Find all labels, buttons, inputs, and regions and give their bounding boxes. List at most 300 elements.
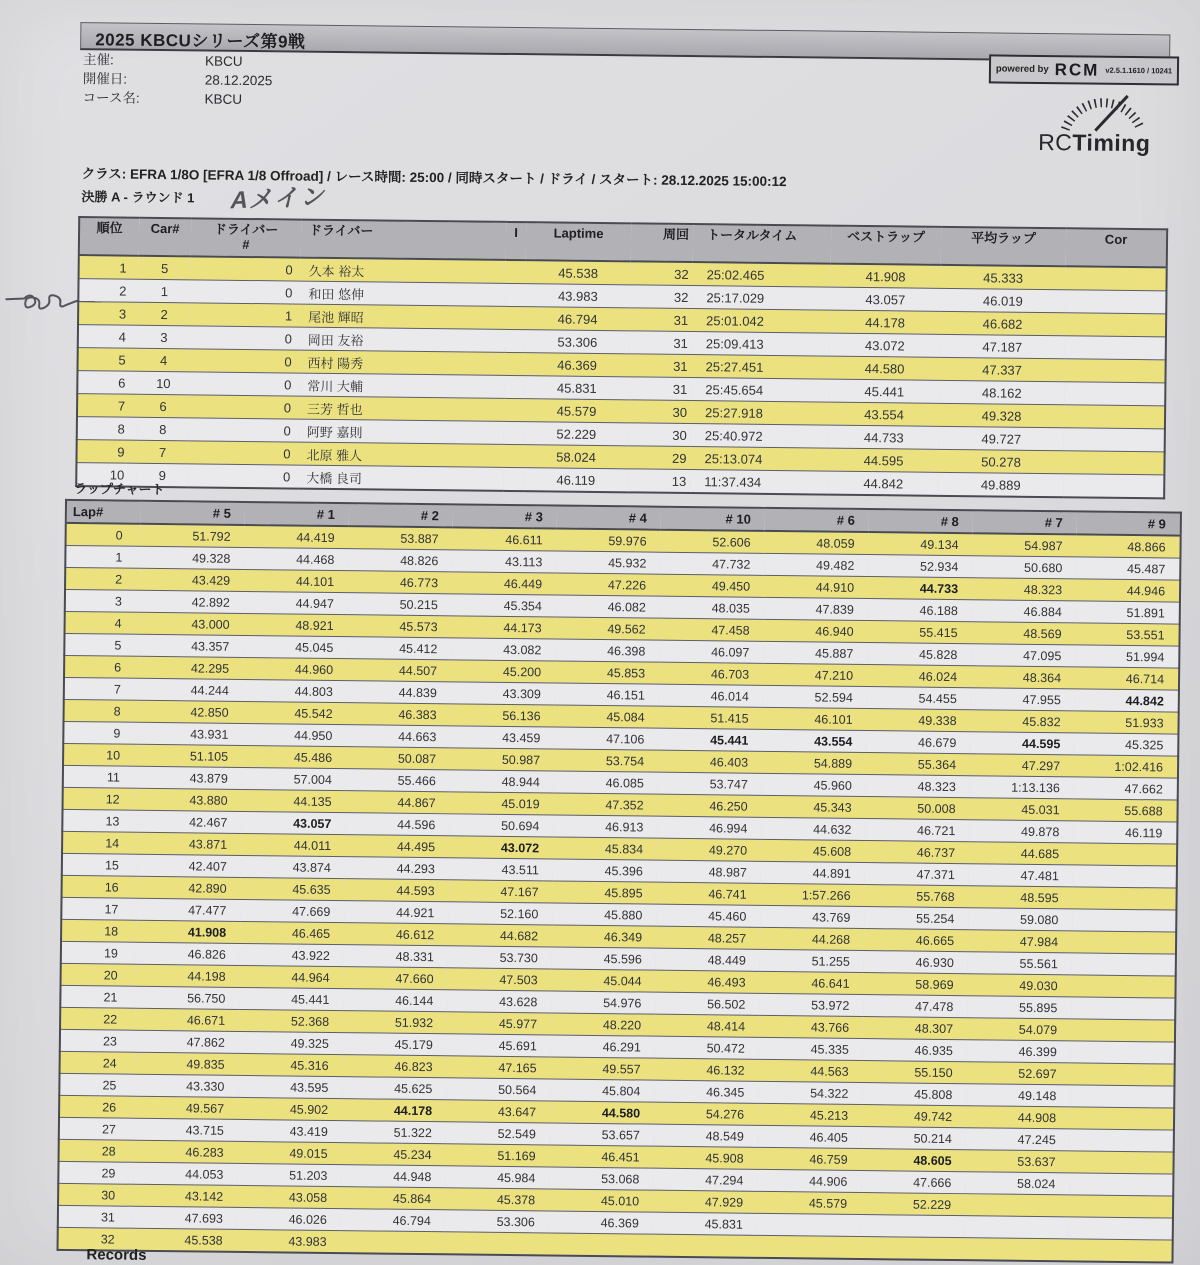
result-cell-drv: 0 bbox=[188, 441, 298, 465]
lap-number-cell: 27 bbox=[59, 1117, 134, 1140]
lap-time-cell: 52.606 bbox=[660, 530, 764, 554]
lap-time-cell: 47.458 bbox=[659, 618, 763, 641]
lap-time-cell: 1:13.136 bbox=[970, 776, 1074, 799]
results-column-header: 順位 bbox=[79, 217, 139, 256]
lap-time-cell: 43.309 bbox=[451, 682, 555, 705]
lap-time-cell: 53.068 bbox=[549, 1167, 653, 1190]
lap-time-cell: 43.554 bbox=[762, 729, 866, 752]
result-cell-total: 25:40.972 bbox=[691, 424, 829, 449]
result-cell-name: 常川 大輔 bbox=[299, 373, 504, 398]
lap-time-cell: 44.178 bbox=[342, 1099, 446, 1122]
lap-time-cell: 44.293 bbox=[345, 857, 449, 880]
lap-time-cell bbox=[1070, 1107, 1174, 1130]
result-cell-rank: 3 bbox=[78, 302, 138, 326]
lap-time-cell: 43.931 bbox=[138, 722, 242, 745]
result-cell-cor bbox=[1065, 266, 1166, 291]
lap-time-cell: 50.680 bbox=[972, 556, 1076, 579]
lap-number-cell: 14 bbox=[62, 831, 137, 854]
meta-label: 主催: bbox=[82, 52, 114, 68]
lap-number-cell: 2 bbox=[65, 567, 140, 590]
result-cell-name: 岡田 友裕 bbox=[300, 327, 505, 352]
lapchart-car-header: # 8 bbox=[869, 509, 973, 533]
lap-time-cell: 44.507 bbox=[347, 659, 451, 682]
result-cell-i bbox=[504, 375, 524, 398]
result-cell-name: 三芳 哲也 bbox=[299, 396, 504, 421]
lapchart-car-header: # 6 bbox=[765, 508, 869, 532]
lap-time-cell: 46.913 bbox=[553, 815, 657, 838]
lap-time-cell: 46.451 bbox=[549, 1145, 653, 1168]
result-cell-total: 25:27.451 bbox=[691, 355, 829, 380]
lap-number-cell: 15 bbox=[62, 853, 137, 876]
result-cell-total: 25:13.074 bbox=[690, 447, 828, 472]
lap-time-cell: 45.019 bbox=[449, 792, 553, 815]
lap-time-cell: 43.142 bbox=[133, 1184, 237, 1207]
lap-time-cell bbox=[1073, 865, 1177, 888]
lap-time-cell: 43.871 bbox=[137, 832, 241, 855]
lap-time-cell: 47.297 bbox=[970, 754, 1074, 777]
lap-time-cell: 42.890 bbox=[137, 876, 241, 899]
lap-time-cell: 50.694 bbox=[449, 814, 553, 837]
lap-time-cell: 1:02.416 bbox=[1074, 755, 1178, 778]
lap-time-cell: 48.595 bbox=[968, 886, 1072, 909]
lap-time-cell: 50.008 bbox=[865, 797, 969, 820]
lap-number-cell: 17 bbox=[61, 897, 136, 920]
lapchart-car-header: # 7 bbox=[973, 510, 1077, 534]
lap-time-cell: 45.084 bbox=[554, 705, 658, 728]
results-column-header: Laptime bbox=[526, 222, 631, 261]
result-cell-cor bbox=[1065, 290, 1166, 314]
result-cell-total: 11:37.434 bbox=[690, 470, 828, 495]
lap-time-cell: 51.415 bbox=[658, 706, 762, 729]
gauge-icon bbox=[1047, 89, 1157, 132]
lap-time-cell: 52.368 bbox=[239, 1009, 343, 1032]
result-cell-laps: 31 bbox=[629, 354, 691, 378]
lap-time-cell: 42.467 bbox=[137, 810, 241, 833]
lap-time-cell: 48.331 bbox=[344, 945, 448, 968]
lap-time-cell: 46.994 bbox=[657, 816, 761, 839]
lap-time-cell: 49.482 bbox=[764, 553, 868, 576]
lap-time-cell: 46.465 bbox=[240, 921, 344, 944]
rcm-version: v2.5.1.1610 / 10241 bbox=[1105, 65, 1173, 76]
lap-time-cell: 43.113 bbox=[452, 550, 556, 573]
lap-time-cell: 45.542 bbox=[243, 701, 347, 724]
result-cell-name: 大橋 良司 bbox=[298, 465, 503, 491]
result-cell-i bbox=[503, 444, 523, 467]
lap-time-cell: 44.101 bbox=[244, 569, 348, 592]
lap-time-cell: 52.697 bbox=[966, 1062, 1070, 1085]
result-cell-total: 25:02.465 bbox=[693, 262, 831, 287]
lap-time-cell: 47.095 bbox=[971, 644, 1075, 667]
meta-label: 開催日: bbox=[82, 71, 128, 87]
lap-number-cell: 18 bbox=[61, 919, 136, 942]
result-cell-lt: 45.831 bbox=[524, 376, 629, 400]
lap-time-cell: 43.072 bbox=[449, 836, 553, 859]
result-cell-car: 1 bbox=[138, 279, 190, 303]
lap-time-cell: 45.832 bbox=[970, 710, 1074, 733]
meta-row-course bbox=[82, 88, 272, 109]
lap-time-cell: 43.429 bbox=[140, 568, 244, 591]
lap-time-cell: 46.403 bbox=[658, 750, 762, 773]
logo-rc: RC bbox=[1038, 128, 1073, 156]
lap-time-cell: 45.538 bbox=[133, 1228, 237, 1252]
result-cell-laps: 31 bbox=[629, 377, 691, 401]
lap-time-cell: 50.564 bbox=[446, 1078, 550, 1101]
result-cell-i bbox=[506, 260, 526, 284]
result-cell-rank: 5 bbox=[78, 348, 138, 372]
lap-time-cell: 54.322 bbox=[758, 1081, 862, 1104]
lap-time-cell: 44.173 bbox=[451, 616, 555, 639]
result-cell-total: 25:27.918 bbox=[691, 401, 829, 426]
result-cell-best: 44.595 bbox=[828, 448, 938, 472]
lapchart-car-header: # 1 bbox=[245, 502, 349, 526]
lap-time-cell: 59.976 bbox=[556, 529, 660, 553]
result-cell-drv: 0 bbox=[189, 349, 299, 373]
lap-time-cell: 48.605 bbox=[861, 1149, 965, 1172]
lap-time-cell: 45.573 bbox=[348, 615, 452, 638]
lap-time-cell: 49.030 bbox=[967, 974, 1071, 997]
records-heading: Records bbox=[86, 1246, 147, 1264]
lap-time-cell: 47.732 bbox=[660, 552, 764, 575]
result-cell-best: 44.580 bbox=[829, 356, 939, 380]
lap-time-cell: 44.948 bbox=[341, 1165, 445, 1188]
lap-time-cell: 46.611 bbox=[452, 527, 556, 551]
meta-row-date bbox=[83, 69, 273, 90]
lap-time-cell: 48.323 bbox=[866, 775, 970, 798]
lap-time-cell: 42.850 bbox=[139, 700, 243, 723]
lap-time-cell bbox=[1069, 1151, 1173, 1174]
lap-time-cell: 51.169 bbox=[446, 1144, 550, 1167]
lap-time-cell: 45.325 bbox=[1074, 733, 1178, 756]
result-cell-best: 41.908 bbox=[830, 264, 940, 289]
lap-time-cell: 43.459 bbox=[450, 726, 554, 749]
result-cell-laps: 32 bbox=[631, 261, 693, 285]
results-column-header: ベストラップ bbox=[831, 226, 941, 265]
lap-time-cell: 52.229 bbox=[861, 1193, 965, 1216]
lap-number-cell: 21 bbox=[60, 985, 135, 1008]
lap-time-cell: 51.203 bbox=[237, 1163, 341, 1186]
lap-time-cell: 44.842 bbox=[1075, 689, 1179, 712]
lap-time-cell: 44.419 bbox=[245, 525, 349, 549]
lap-time-cell: 46.405 bbox=[758, 1125, 862, 1148]
lap-time-cell: 54.455 bbox=[867, 687, 971, 710]
results-column-header: 周回 bbox=[631, 223, 693, 262]
lapchart-body bbox=[58, 523, 1181, 1263]
lap-time-cell: 44.593 bbox=[345, 879, 449, 902]
result-cell-lt: 58.024 bbox=[523, 445, 628, 469]
lap-time-cell: 45.608 bbox=[761, 839, 865, 862]
result-cell-lt: 52.229 bbox=[524, 422, 629, 446]
lap-time-cell: 43.715 bbox=[134, 1118, 238, 1141]
lap-time-cell: 44.906 bbox=[757, 1169, 861, 1192]
lap-number-cell: 3 bbox=[65, 589, 140, 612]
lap-number-cell: 5 bbox=[64, 633, 139, 656]
lap-time-cell: 55.415 bbox=[867, 621, 971, 644]
lap-time-cell: 47.167 bbox=[449, 880, 553, 903]
lap-time-cell: 53.657 bbox=[550, 1123, 654, 1146]
lap-number-cell: 6 bbox=[64, 655, 139, 678]
lap-time-cell: 43.874 bbox=[241, 855, 345, 878]
lap-time-cell: 54.987 bbox=[972, 533, 1076, 557]
result-cell-avg: 49.328 bbox=[939, 403, 1064, 427]
lap-time-cell bbox=[965, 1216, 1069, 1239]
lap-time-cell: 45.010 bbox=[549, 1189, 653, 1212]
result-cell-rank: 7 bbox=[77, 394, 137, 418]
result-cell-avg: 48.162 bbox=[939, 380, 1064, 404]
lap-time-cell: 43.647 bbox=[446, 1100, 550, 1123]
result-cell-lt: 46.119 bbox=[523, 468, 628, 493]
lap-time-cell: 48.549 bbox=[654, 1124, 758, 1147]
lap-time-cell: 45.864 bbox=[341, 1187, 445, 1210]
lap-time-cell: 51.255 bbox=[760, 949, 864, 972]
lap-time-cell: 48.307 bbox=[863, 1017, 967, 1040]
lap-time-cell: 54.889 bbox=[762, 751, 866, 774]
lapchart-car-header: # 9 bbox=[1077, 511, 1181, 535]
lap-time-cell: 44.946 bbox=[1076, 579, 1180, 602]
lap-time-cell: 45.335 bbox=[759, 1037, 863, 1060]
result-cell-i bbox=[505, 329, 525, 352]
lap-time-cell: 48.220 bbox=[551, 1013, 655, 1036]
result-cell-cor bbox=[1064, 428, 1165, 452]
lap-time-cell: 49.015 bbox=[238, 1141, 342, 1164]
result-cell-best: 45.441 bbox=[829, 379, 939, 403]
lap-time-cell: 53.747 bbox=[658, 772, 762, 795]
lap-time-cell: 42.407 bbox=[137, 854, 241, 877]
lap-number-cell: 20 bbox=[61, 963, 136, 986]
lap-time-cell: 45.932 bbox=[556, 551, 660, 574]
lap-time-cell: 45.200 bbox=[451, 660, 555, 683]
results-table bbox=[75, 216, 1168, 499]
lap-time-cell: 46.349 bbox=[552, 925, 656, 948]
lap-time-cell bbox=[341, 1231, 445, 1255]
lap-time-cell: 47.669 bbox=[240, 899, 344, 922]
result-cell-drv: 0 bbox=[190, 280, 300, 304]
lap-time-cell: 45.828 bbox=[867, 643, 971, 666]
result-cell-drv: 1 bbox=[190, 303, 300, 327]
lapchart-car-header: # 2 bbox=[349, 503, 453, 527]
result-cell-laps: 29 bbox=[628, 446, 690, 470]
lap-time-cell: 45.625 bbox=[342, 1077, 446, 1100]
lap-time-cell: 48.921 bbox=[244, 613, 348, 636]
result-cell-name: 和田 悠伸 bbox=[300, 281, 505, 306]
result-cell-avg: 49.727 bbox=[939, 426, 1064, 450]
lap-time-cell: 46.737 bbox=[865, 841, 969, 864]
lap-time-cell: 46.612 bbox=[344, 923, 448, 946]
lap-number-cell: 28 bbox=[59, 1139, 134, 1162]
lap-time-cell: 44.468 bbox=[244, 547, 348, 570]
lap-time-cell: 48.257 bbox=[656, 926, 760, 949]
result-cell-drv: 0 bbox=[189, 372, 299, 396]
lap-time-cell: 46.665 bbox=[864, 929, 968, 952]
lap-time-cell: 44.733 bbox=[868, 577, 972, 600]
lap-time-cell: 45.691 bbox=[447, 1034, 551, 1057]
results-column-header: 平均ラップ bbox=[941, 227, 1066, 266]
lap-time-cell: 55.150 bbox=[862, 1061, 966, 1084]
lap-time-cell: 47.245 bbox=[966, 1128, 1070, 1151]
lap-time-cell: 49.835 bbox=[135, 1052, 239, 1075]
lap-time-cell: 53.754 bbox=[554, 749, 658, 772]
result-cell-rank: 6 bbox=[77, 371, 137, 395]
result-cell-lt: 45.538 bbox=[526, 260, 631, 285]
lap-time-cell bbox=[548, 1233, 652, 1257]
lap-time-cell: 53.637 bbox=[965, 1150, 1069, 1173]
lap-time-cell: 47.371 bbox=[865, 863, 969, 886]
result-cell-cor bbox=[1064, 405, 1165, 429]
lap-number-cell: 12 bbox=[63, 787, 138, 810]
lap-time-cell bbox=[1069, 1217, 1173, 1240]
result-cell-laps: 30 bbox=[629, 400, 691, 424]
lap-time-cell: 45.635 bbox=[241, 877, 345, 900]
lap-number-cell: 30 bbox=[58, 1183, 133, 1206]
result-cell-cor bbox=[1064, 382, 1165, 406]
lap-time-cell: 47.839 bbox=[764, 597, 868, 620]
result-cell-avg: 49.889 bbox=[938, 472, 1063, 497]
result-cell-cor bbox=[1063, 451, 1164, 475]
lap-time-cell bbox=[1073, 843, 1177, 866]
lap-time-cell: 46.679 bbox=[866, 731, 970, 754]
lap-time-cell: 46.026 bbox=[237, 1207, 341, 1230]
lap-time-cell: 42.295 bbox=[139, 656, 243, 679]
lap-time-cell: 44.839 bbox=[347, 681, 451, 704]
lap-number-cell: 8 bbox=[64, 699, 139, 722]
lap-time-cell: 46.369 bbox=[549, 1211, 653, 1234]
lap-time-cell: 49.325 bbox=[239, 1031, 343, 1054]
result-cell-best: 44.842 bbox=[828, 471, 938, 496]
lap-time-cell: 44.563 bbox=[758, 1059, 862, 1082]
lap-time-cell: 47.503 bbox=[448, 968, 552, 991]
lap-time-cell: 43.330 bbox=[134, 1074, 238, 1097]
lap-time-cell: 46.741 bbox=[656, 882, 760, 905]
lap-time-cell: 46.024 bbox=[867, 665, 971, 688]
result-cell-best: 43.072 bbox=[830, 333, 940, 357]
lap-time-cell bbox=[1071, 1019, 1175, 1042]
rcm-powered-badge bbox=[989, 54, 1179, 85]
lap-time-cell: 51.322 bbox=[342, 1121, 446, 1144]
lap-time-cell: 41.908 bbox=[136, 920, 240, 943]
lap-time-cell: 48.059 bbox=[764, 531, 868, 555]
lap-time-cell: 43.357 bbox=[139, 634, 243, 657]
lap-time-cell: 45.486 bbox=[242, 745, 346, 768]
lap-time-cell: 47.862 bbox=[135, 1030, 239, 1053]
lap-time-cell bbox=[1070, 1063, 1174, 1086]
lap-time-cell: 55.364 bbox=[866, 753, 970, 776]
lap-time-cell: 46.119 bbox=[1073, 821, 1177, 844]
lap-number-cell: 25 bbox=[59, 1073, 134, 1096]
result-cell-best: 43.554 bbox=[829, 402, 939, 426]
lap-time-cell: 47.984 bbox=[968, 930, 1072, 953]
lap-time-cell: 47.955 bbox=[971, 688, 1075, 711]
lap-time-cell: 56.750 bbox=[135, 986, 239, 1009]
lap-time-cell: 45.460 bbox=[656, 904, 760, 927]
lapchart-car-header: # 5 bbox=[141, 501, 245, 525]
lap-time-cell: 51.891 bbox=[1076, 601, 1180, 624]
lap-time-cell bbox=[860, 1237, 964, 1261]
lap-time-cell: 50.215 bbox=[348, 593, 452, 616]
lap-time-cell: 46.345 bbox=[654, 1080, 758, 1103]
lap-time-cell: 49.450 bbox=[660, 574, 764, 597]
results-column-header: I bbox=[506, 222, 526, 260]
meta-value: KBCU bbox=[204, 91, 243, 107]
lap-time-cell: 52.160 bbox=[448, 902, 552, 925]
lap-time-cell: 46.101 bbox=[762, 707, 866, 730]
lap-time-cell: 58.969 bbox=[863, 973, 967, 996]
lap-time-cell bbox=[1071, 975, 1175, 998]
lap-time-cell: 46.283 bbox=[134, 1140, 238, 1163]
lap-time-cell: 49.557 bbox=[550, 1057, 654, 1080]
result-cell-lt: 46.794 bbox=[525, 307, 630, 331]
lap-time-cell: 44.596 bbox=[345, 813, 449, 836]
result-cell-rank: 8 bbox=[77, 417, 137, 441]
results-column-header: Car# bbox=[139, 218, 191, 257]
results-column-header: トータルタイム bbox=[693, 224, 831, 264]
lap-number-cell: 0 bbox=[66, 523, 141, 546]
lap-time-cell: 53.972 bbox=[759, 993, 863, 1016]
lap-time-cell: 46.703 bbox=[659, 662, 763, 685]
lap-time-cell: 44.950 bbox=[242, 723, 346, 746]
lap-time-cell: 47.210 bbox=[763, 663, 867, 686]
lap-time-cell: 55.688 bbox=[1073, 799, 1177, 822]
lap-number-cell: 29 bbox=[58, 1161, 133, 1184]
result-cell-i bbox=[504, 398, 524, 421]
lap-time-cell: 45.354 bbox=[452, 594, 556, 617]
result-cell-lt: 43.983 bbox=[525, 284, 630, 308]
lap-time-cell: 47.165 bbox=[447, 1056, 551, 1079]
lap-time-cell: 45.031 bbox=[969, 798, 1073, 821]
lap-time-cell: 48.414 bbox=[655, 1014, 759, 1037]
result-cell-car: 3 bbox=[138, 325, 190, 349]
result-cell-avg: 46.682 bbox=[940, 311, 1065, 335]
lap-time-cell: 44.495 bbox=[345, 835, 449, 858]
lap-time-cell: 47.662 bbox=[1074, 777, 1178, 800]
result-cell-cor bbox=[1065, 313, 1166, 337]
result-cell-lt: 45.579 bbox=[524, 399, 629, 423]
meta-row-organizer bbox=[83, 50, 273, 71]
meta-label: コース名: bbox=[82, 90, 140, 106]
lap-time-cell: 51.932 bbox=[343, 1011, 447, 1034]
lap-number-cell: 23 bbox=[60, 1029, 135, 1052]
lap-time-cell: 55.895 bbox=[967, 996, 1071, 1019]
lap-time-cell: 44.685 bbox=[969, 842, 1073, 865]
lap-time-cell: 56.502 bbox=[655, 992, 759, 1015]
lap-time-cell: 48.323 bbox=[972, 578, 1076, 601]
lap-time-cell bbox=[1072, 953, 1176, 976]
result-cell-laps: 30 bbox=[629, 423, 691, 447]
result-cell-rank: 2 bbox=[78, 279, 138, 303]
lap-time-cell: 45.044 bbox=[551, 969, 655, 992]
results-column-header: Cor bbox=[1066, 228, 1167, 267]
results-column-header: ドライバー # bbox=[191, 218, 301, 257]
result-cell-drv: 0 bbox=[189, 395, 299, 419]
lap-time-cell: 46.082 bbox=[556, 595, 660, 618]
lap-time-cell: 45.908 bbox=[653, 1146, 757, 1169]
lap-time-cell: 46.151 bbox=[555, 683, 659, 706]
result-cell-drv: 0 bbox=[190, 326, 300, 350]
result-cell-total: 25:09.413 bbox=[692, 332, 830, 357]
results-body bbox=[76, 255, 1167, 498]
lap-time-cell: 42.892 bbox=[140, 590, 244, 613]
lap-time-cell: 46.641 bbox=[759, 971, 863, 994]
lap-time-cell: 45.895 bbox=[552, 881, 656, 904]
lap-time-cell: 46.188 bbox=[868, 599, 972, 622]
lap-time-cell: 52.549 bbox=[446, 1122, 550, 1145]
lap-time-cell: 44.268 bbox=[760, 927, 864, 950]
lap-time-cell: 45.179 bbox=[343, 1033, 447, 1056]
results-column-header: ドライバー bbox=[301, 220, 506, 260]
lap-time-cell: 43.628 bbox=[447, 990, 551, 1013]
lap-time-cell: 53.551 bbox=[1075, 623, 1179, 646]
lap-number-cell: 22 bbox=[60, 1007, 135, 1030]
lap-time-cell: 1:57.266 bbox=[760, 883, 864, 906]
lap-time-cell: 45.234 bbox=[342, 1143, 446, 1166]
